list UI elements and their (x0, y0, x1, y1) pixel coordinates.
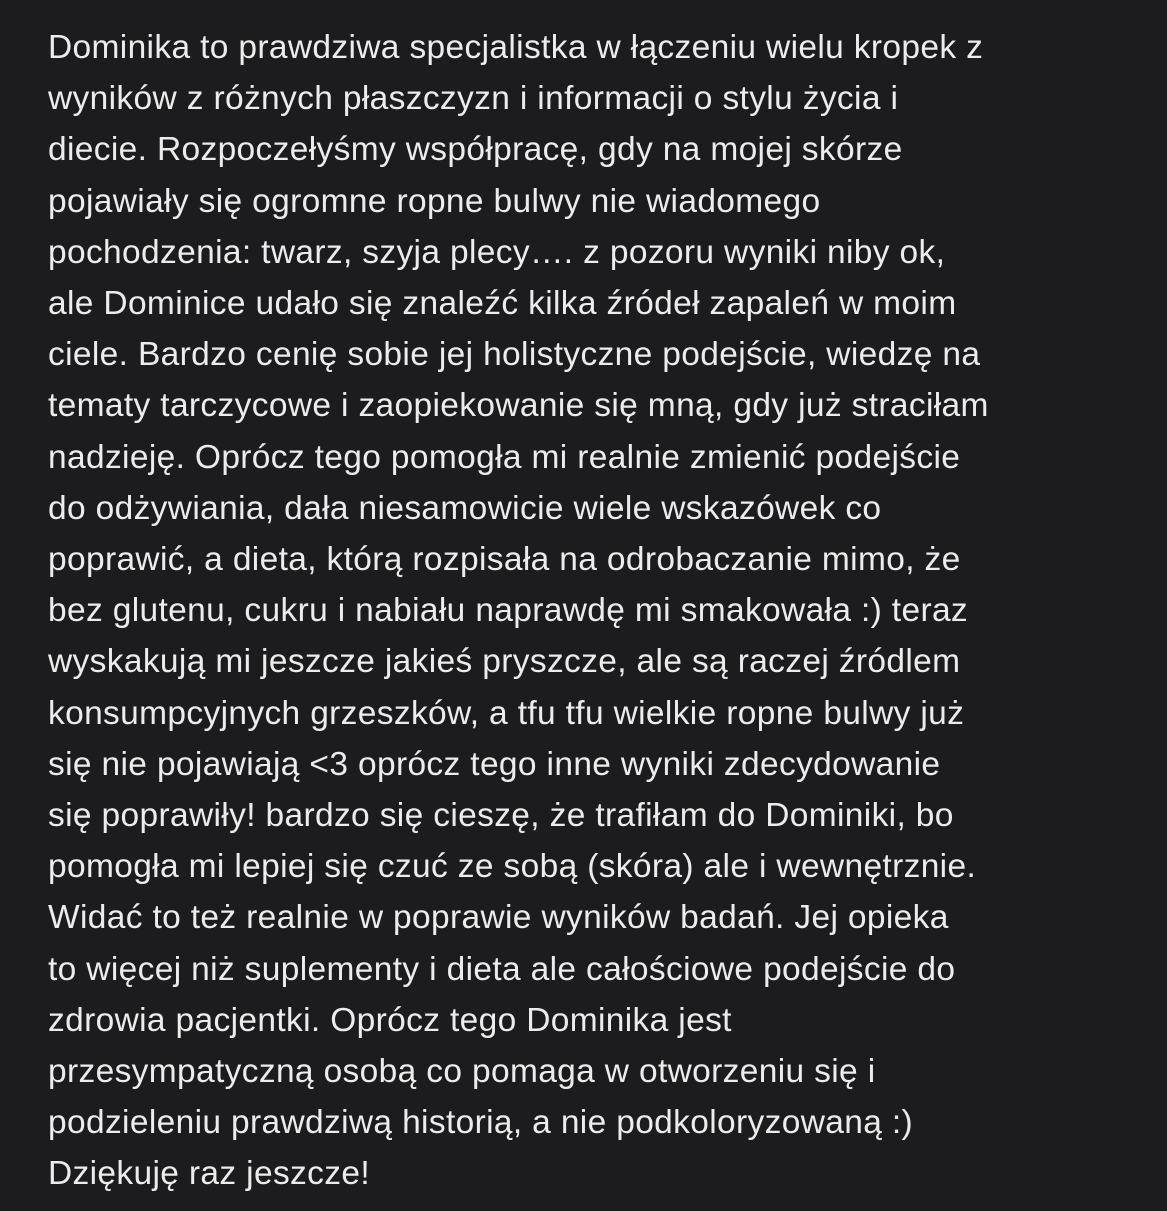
message-line: do odżywiania, dała niesamowicie wiele wskazówek co (48, 489, 882, 527)
message-line: Dominika to prawdziwa specjalistka w łączeniu wielu kropek z (48, 29, 984, 66)
message-line: wyników z różnych płaszczyzn i informacji o stylu życia i (48, 80, 899, 118)
message-line: poprawić, a dieta, którą rozpisała na odrobaczanie mimo, że (48, 541, 961, 579)
message-line: bez glutenu, cukru i nabiału naprawdę mi smakowała :) teraz (48, 592, 969, 630)
message-line: ale Dominice udało się znaleźć kilka źródeł zapaleń w moim (48, 285, 957, 323)
message-line: ciele. Bardzo cenię sobie jej holistyczne podejście, wiedzę na (48, 336, 981, 374)
message-line: tematy tarczycowe i zaopiekowanie się mną, gdy już straciłam (48, 387, 989, 425)
message-line: podzieleniu prawdziwą historią, a nie podkoloryzowaną :) (48, 1104, 914, 1142)
message-line: pomogła mi lepiej się czuć ze sobą (skóra) ale i wewnętrznie. (48, 848, 977, 886)
message-line: to więcej niż suplementy i dieta ale całościowe podejście do (48, 950, 956, 988)
testimonial-message (48, 22, 1163, 1200)
message-line: pochodzenia: twarz, szyja plecy…. z pozoru wyniki niby ok, (48, 233, 946, 271)
message-line: Dziękuję raz jeszcze! (48, 1155, 370, 1193)
message-line: się poprawiły! bardzo się cieszę, że trafiłam do Dominiki, bo (48, 797, 954, 835)
message-line: diecie. Rozpoczełyśmy współpracę, gdy na mojej skórze (48, 131, 903, 169)
message-line: nadzieję. Oprócz tego pomogła mi realnie zmienić podejście (48, 438, 961, 476)
message-line: Widać to też realnie w poprawie wyników badań. Jej opieka (48, 899, 949, 937)
message-line: zdrowia pacjentki. Oprócz tego Dominika jest (48, 1001, 732, 1039)
message-line: pojawiały się ogromne ropne bulwy nie wiadomego (48, 182, 821, 220)
message-line: konsumpcyjnych grzeszków, a tfu tfu wielkie ropne bulwy już (48, 694, 965, 732)
message-line: się nie pojawiają <3 oprócz tego inne wyniki zdecydowanie (48, 745, 941, 783)
message-line: przesympatyczną osobą co pomaga w otworzeniu się i (48, 1053, 876, 1091)
message-line: wyskakują mi jeszcze jakieś pryszcze, ale są raczej źródlem (48, 643, 961, 681)
